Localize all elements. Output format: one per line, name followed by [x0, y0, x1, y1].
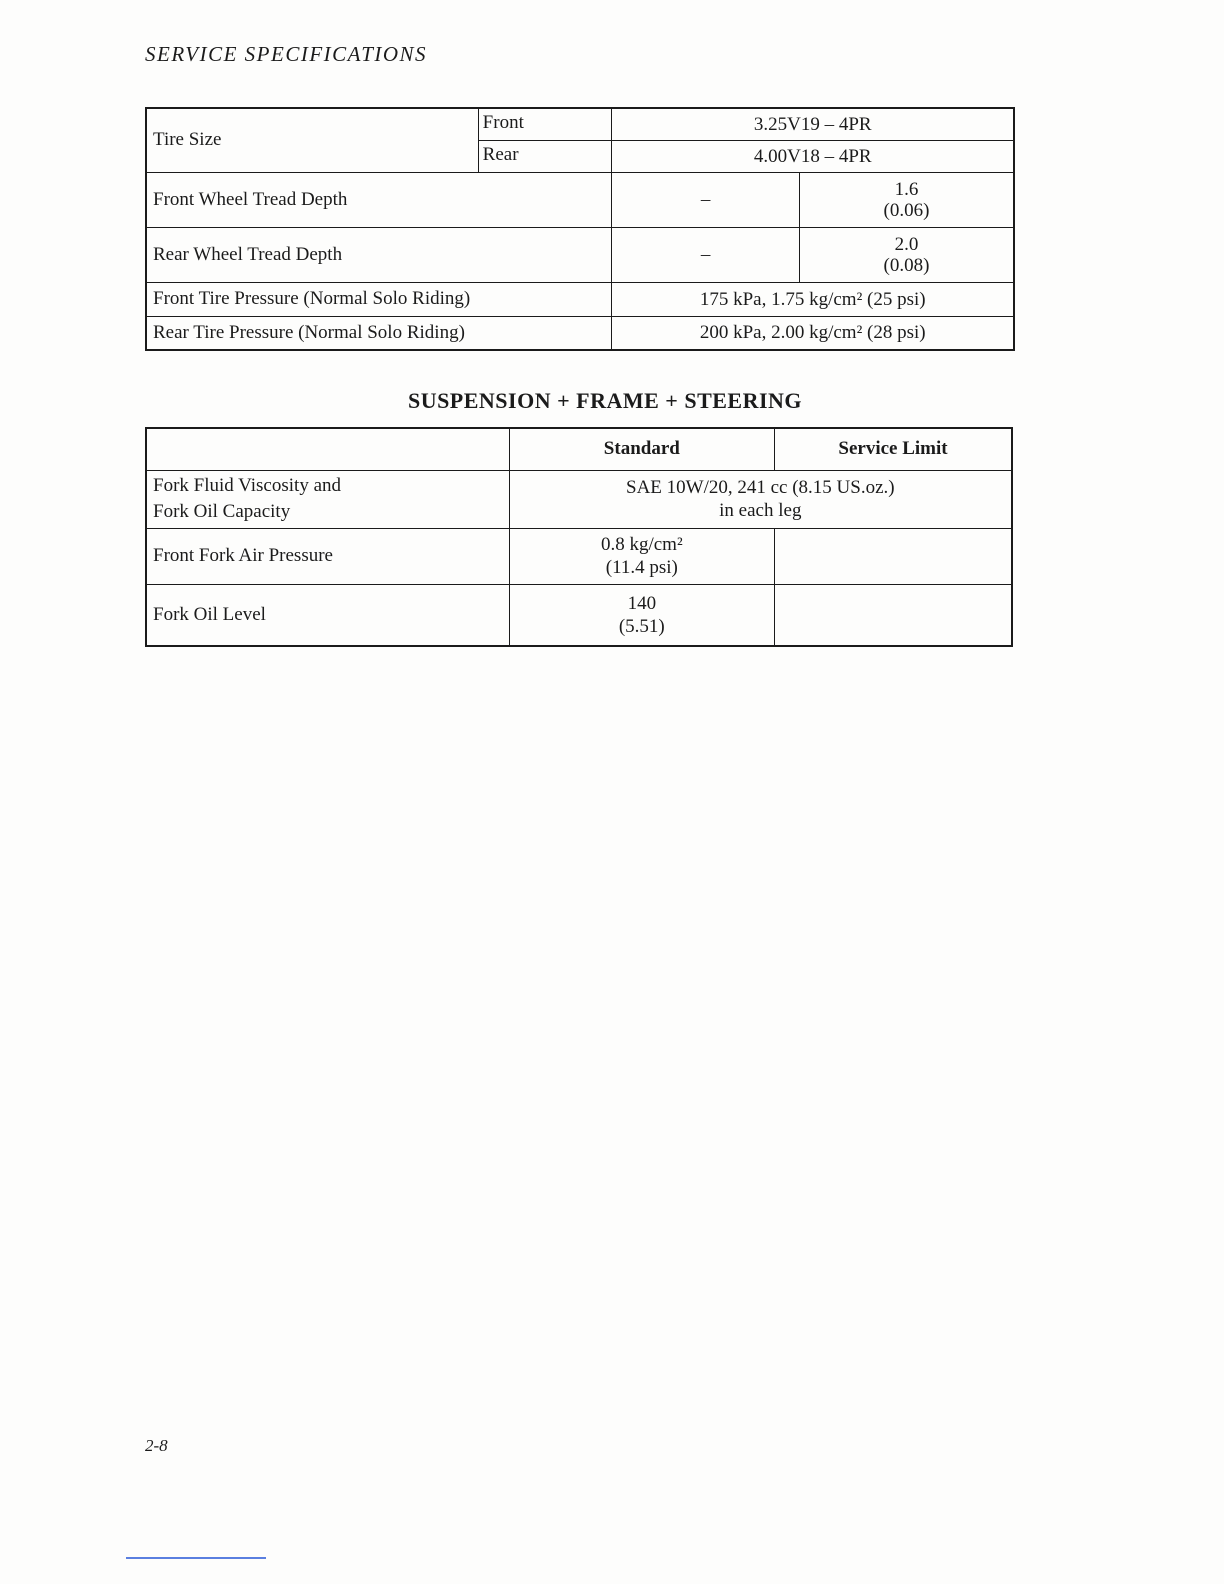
oil-level-value-line2: (5.51) [618, 615, 665, 637]
fork-fluid-value-line2: in each leg [719, 500, 802, 521]
table-row [146, 470, 1012, 528]
rear-tread-label: Rear Wheel Tread Depth [146, 227, 612, 282]
table-row [146, 172, 1014, 227]
rear-label: Rear [478, 140, 612, 172]
air-pressure-value-line1: 0.8 kg/cm² [600, 534, 683, 555]
rear-pressure-label: Rear Tire Pressure (Normal Solo Riding) [146, 316, 612, 350]
column-header-service-limit: Service Limit [775, 428, 1012, 470]
air-pressure-limit [775, 528, 1012, 584]
rear-tread-limit-in: (0.08) [883, 254, 930, 276]
front-tread-standard: – [612, 172, 800, 227]
fork-fluid-label [146, 470, 509, 528]
table-row [146, 282, 1014, 316]
rear-tread-standard: – [612, 227, 800, 282]
air-pressure-label: Front Fork Air Pressure [146, 528, 509, 584]
front-tread-limit-in: (0.06) [883, 199, 930, 221]
table-row [146, 316, 1014, 350]
rear-tread-limit-mm: 2.0 [894, 233, 919, 255]
table-row [146, 108, 1014, 140]
scan-artifact-line [126, 1557, 266, 1559]
section-heading: SUSPENSION + FRAME + STEERING [407, 388, 803, 413]
table-header-row [146, 428, 1012, 470]
page-number: 2-8 [145, 1436, 168, 1455]
front-pressure-value: 175 kPa, 1.75 kg/cm² (25 psi) [612, 282, 1014, 316]
front-tread-limit [799, 172, 1014, 227]
tire-size-label: Tire Size [146, 108, 478, 172]
tire-spec-table [145, 107, 1015, 351]
air-pressure-value [509, 528, 774, 584]
front-tread-limit-mm: 1.6 [894, 178, 919, 200]
oil-level-value [509, 584, 774, 646]
fork-fluid-value-line1: SAE 10W/20, 241 cc (8.15 US.oz.) [626, 477, 895, 498]
oil-level-value-line1: 140 [627, 592, 657, 614]
suspension-spec-table [145, 427, 1013, 647]
fork-fluid-label-line2: Fork Oil Capacity [153, 501, 291, 522]
empty-header-cell [146, 428, 509, 470]
air-pressure-value-line2: (11.4 psi) [605, 557, 678, 578]
column-header-standard: Standard [509, 428, 774, 470]
rear-tire-size: 4.00V18 – 4PR [612, 140, 1014, 172]
rear-pressure-value: 200 kPa, 2.00 kg/cm² (28 psi) [612, 316, 1014, 350]
front-tire-size: 3.25V19 – 4PR [612, 108, 1014, 140]
front-label: Front [478, 108, 612, 140]
oil-level-label: Fork Oil Level [146, 584, 509, 646]
fork-fluid-value [509, 470, 1012, 528]
rear-tread-limit [799, 227, 1014, 282]
oil-level-limit [775, 584, 1012, 646]
front-pressure-label: Front Tire Pressure (Normal Solo Riding) [146, 282, 612, 316]
front-tread-label: Front Wheel Tread Depth [146, 172, 612, 227]
table-row [146, 528, 1012, 584]
table-row [146, 584, 1012, 646]
table-row [146, 227, 1014, 282]
fork-fluid-label-line1: Fork Fluid Viscosity and [153, 475, 341, 496]
page-header-title: SERVICE SPECIFICATIONS [145, 42, 428, 66]
